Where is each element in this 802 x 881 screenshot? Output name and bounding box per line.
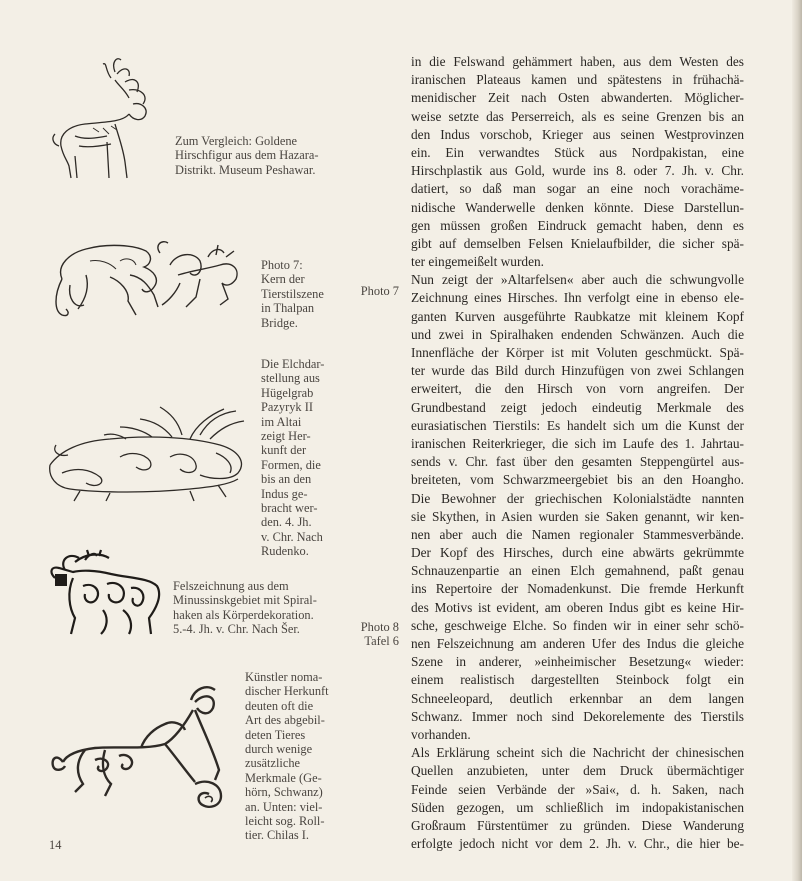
body-line: Grundbestand zeigt jedoch eindeutig Merkmale des [411,399,744,415]
body-line: erweitert, die den Hirsch von vorn angreifen. Der [411,381,744,397]
body-line: Hirschplastik aus Gold, wurde ins 8. oder 7. Jh. v. Chr. [411,163,744,179]
body-line: erfolgte jedoch nicht vor dem 2. Jh. v. Chr., die hier be- [411,836,744,852]
body-line: nen Felszeichnung am anderen Ufer des Indus die gleiche [411,636,744,651]
photo7-scene-figure [50,235,250,330]
body-line: Quellen anzubieten, unter dem Druck übermächtiger [411,763,744,779]
body-line: ein. Ein verwandtes Stück aus Nordpakistan, eine [411,144,744,160]
body-line: sie Skythen, in Asien wurden sie Saken genannt, wir ken- [411,508,744,524]
body-line: Schneeleopard, deutlich erkennbar an dem langen [411,690,744,706]
body-line: eurasiatischen Tierstils: Es handelt sich um die Kunst der [411,417,744,433]
body-line: iranischen Plateaus kamen und spätestens in frühachä- [411,72,744,88]
body-line: ins Repertoire der Nomadenkunst. Die fremde Herkunft [411,581,744,597]
minussinsk-deer-figure [45,548,170,638]
body-line: nidische Wanderwelle denken könnte. Diese Darstellun- [411,199,744,215]
body-line: und zwei in Spiralhaken endenden Schwänzen. Auch die [411,326,744,342]
body-line: sends v. Chr. fast über den gesamten Steppengürtel aus- [411,454,744,470]
elk-pazyryk-figure [40,395,255,505]
body-line: sche, geschweige Elche. So finden wir in einer sehr schö- [411,617,744,633]
main-body-text [411,53,744,853]
body-line: menidischer Zeit nach Osten abwanderten. Möglicher- [411,90,744,106]
golden-deer-figure [45,52,165,182]
margin-ref-photo7: Photo 7 [360,284,399,298]
body-line: Süden gezogen, um schließlich im indopakistanischen [411,799,744,815]
body-line: iranischen Reiterkrieger, die sich im Laufe des 1. Jahrtau- [411,435,744,451]
body-line: in die Felswand gehämmert haben, aus dem Westen des [411,54,744,69]
body-line: ganten Kurven ausgeführte Raubkatze mit kleinem Kopf [411,308,744,324]
body-line: Als Erklärung scheint sich die Nachricht der chinesischen [411,745,744,761]
nomad-caption: Künstler noma- discher Herkunft deuten oft die Art des abgebil- deten Tieres durch wenige zusätzliche Merkmale (Ge- hörn, Schwanz) an. Unten: viel- leicht sog. Roll- tier. Chilas I. [245,670,329,843]
photo7-caption: Photo 7: Kern der Tierstilszene in Thalpan Bridge. [261,258,324,330]
body-line: Szene in anderer, »einheimischer Besetzung« wieder: [411,654,744,670]
margin-ref-photo8: Photo 8 [360,620,399,634]
body-line: Der Kopf des Hirsches, durch eine abwärts gekrümmte [411,545,744,561]
body-line: nen aber auch die Namen regionaler Stammesverbände. [411,526,744,542]
body-line: des Motivs ist evident, am oberen Indus gibt es keine Hir- [411,599,744,615]
minussinsk-caption: Felszeichnung aus dem Minussinskgebiet mit Spiral- haken als Körperdekoration. 5.-4. Jh. v. Chr. Nach Šer. [173,579,317,637]
golden-deer-caption: Zum Vergleich: Goldene Hirschfigur aus dem Hazara- Distrikt. Museum Peshawar. [175,134,319,177]
body-line: einem realistisch dargestellten Steinbock folgt ein [411,672,744,688]
body-line: den Indus vorschob, Krieger aus seinen Westprovinzen [411,126,744,142]
margin-ref-tafel6: Tafel 6 [364,634,399,648]
body-line: gibt auf demselben Felsen Knielaufbilder, die sicher spä- [411,235,744,251]
body-line: Feinde seien Verbände der »Sai«, d. h. Saken, nach [411,781,744,797]
page-number: 14 [49,838,62,852]
body-line: ter eingemeißelt wurden. [411,254,545,270]
body-line: Zeichnung eines Hirsches. Ihn verfolgt eine in ebenso ele- [411,290,744,306]
page-edge [792,0,802,881]
nomad-animals-figure [45,680,235,820]
body-line: Schnauzenpartie an einen Elch gemahnend, paßt genau [411,563,744,579]
body-line: ter wurde das Bild durch Hinzufügen von zwei Schlangen [411,363,744,379]
body-line: Nun zeigt der »Altarfelsen« aber auch die schwungvolle [411,272,744,288]
body-line: vorhanden. [411,726,471,742]
body-line: Die Bewohner der griechischen Kolonialstädte nannten [411,490,744,506]
body-line: Großraum Fürstentümer zu gründen. Diese Wanderung [411,817,744,833]
body-line: Schwanz. Immer noch sind Dekorelemente des Tierstils [411,708,744,724]
body-line: gen müssen großen Eindruck gemacht haben, denn es [411,217,744,233]
body-line: Innenfläche der Körper ist mit Voluten geschmückt. Spä- [411,345,744,360]
elk-caption: Die Elchdar- stellung aus Hügelgrab Pazyryk II im Altai zeigt Her- kunft der Formen, die bis an den Indus ge- bracht wer- den. 4. Jh. v. Chr. Nach Rudenko. [261,357,325,559]
body-line: weise setzte das Perserreich, als es seine Grenzen bis an [411,108,744,124]
body-line: datiert, so daß man sogar an eine noch vorachäme- [411,181,744,197]
body-line: breiteten, vom Schwarzmeergebiet bis an den Hoangho. [411,472,744,488]
